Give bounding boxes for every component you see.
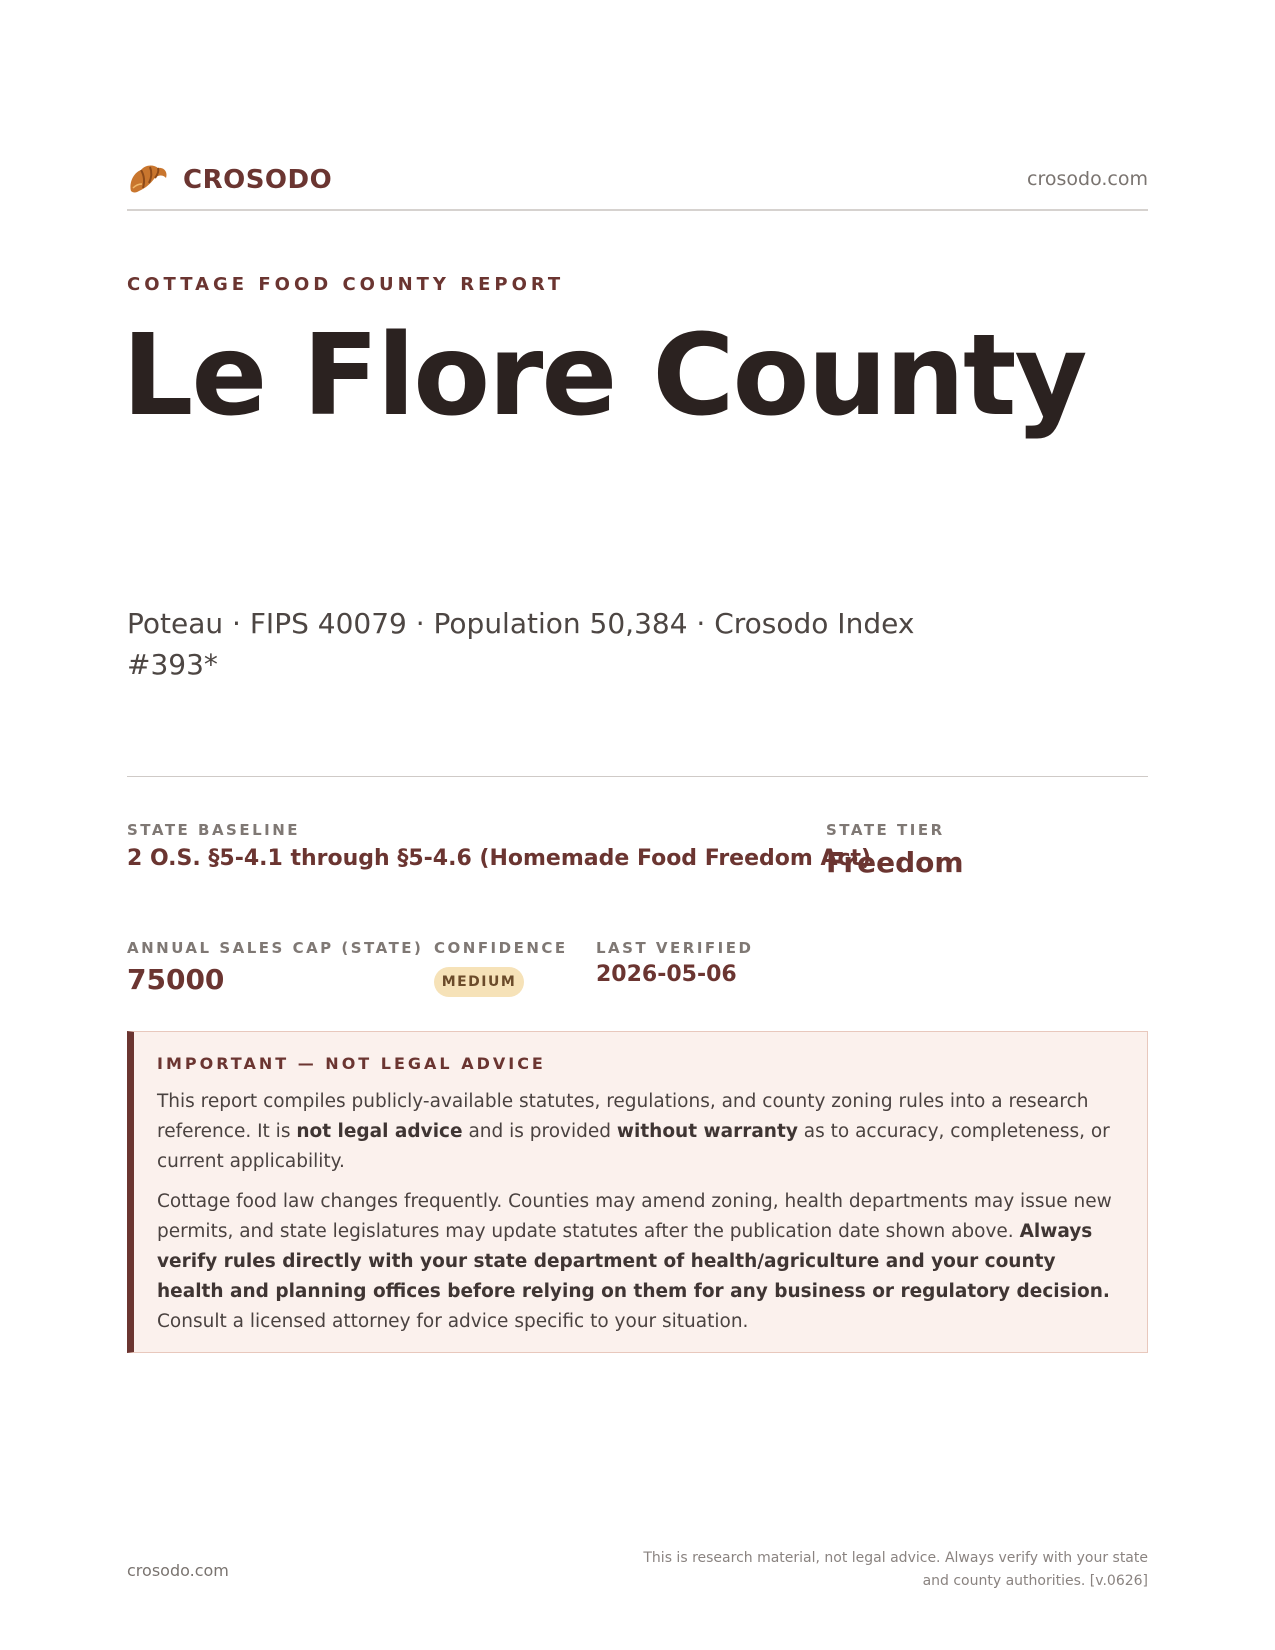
page-header [127,156,1148,211]
state-tier-label: STATE TIER [826,821,945,839]
page-title: Le Flore County [122,311,1086,441]
state-baseline-label: STATE BASELINE [127,821,301,839]
brand-name: CROSODO [183,165,333,195]
notice-text: This report compiles publicly-available statutes, regulations, and county zoning rules into a research reference. It is [157,1091,1089,1142]
divider [127,776,1148,777]
confidence-badge: MEDIUM [434,967,524,997]
county-subtitle: Poteau · FIPS 40079 · Population 50,384 · Crosodo Index #393* [127,607,915,681]
footer-disclaimer [608,1547,1148,1593]
state-baseline-value: 2 O.S. §5-4.1 through §5-4.6 (Homemade Food Freedom Act) [127,846,872,871]
sales-cap-label: ANNUAL SALES CAP (STATE) [127,939,424,957]
footer-disclaimer-line-2: and county authorities. [v.0626] [922,1573,1148,1589]
footer-url[interactable]: crosodo.com [127,1561,229,1580]
notice-text: Cottage food law changes frequently. Counties may amend zoning, health departments may issue new permits, and state legislatures may update statutes after the publication date shown above. [157,1191,1112,1242]
notice-emphasis: not legal advice [296,1121,463,1142]
notice-text: Consult a licensed attorney for advice specific to your situation. [157,1311,749,1332]
notice-text: as to accuracy, completeness, or current applicability. [157,1121,1110,1172]
notice-text: and is provided [462,1121,617,1142]
last-verified-value: 2026-05-06 [596,962,737,987]
brand [127,160,332,200]
legal-notice [127,1031,1148,1353]
sales-cap-value: 75000 [127,963,225,996]
last-verified-label: LAST VERIFIED [596,939,754,957]
confidence-label: CONFIDENCE [434,939,568,957]
notice-paragraph-2 [157,1187,1123,1337]
report-eyebrow: COTTAGE FOOD COUNTY REPORT [127,274,565,295]
site-url[interactable]: crosodo.com [1027,168,1148,190]
croissant-icon [127,161,169,199]
state-tier-value: Freedom [826,846,964,879]
footer-disclaimer-line-1: This is research material, not legal advice. Always verify with your state [643,1550,1148,1566]
notice-title: IMPORTANT — NOT LEGAL ADVICE [157,1054,546,1073]
notice-paragraph-1 [157,1087,1123,1177]
notice-emphasis: Always verify rules directly with your state department of health/agriculture and your county health and planning offices before relying on them for any business or regulatory decision. [157,1221,1110,1302]
notice-emphasis: without warranty [616,1121,798,1142]
